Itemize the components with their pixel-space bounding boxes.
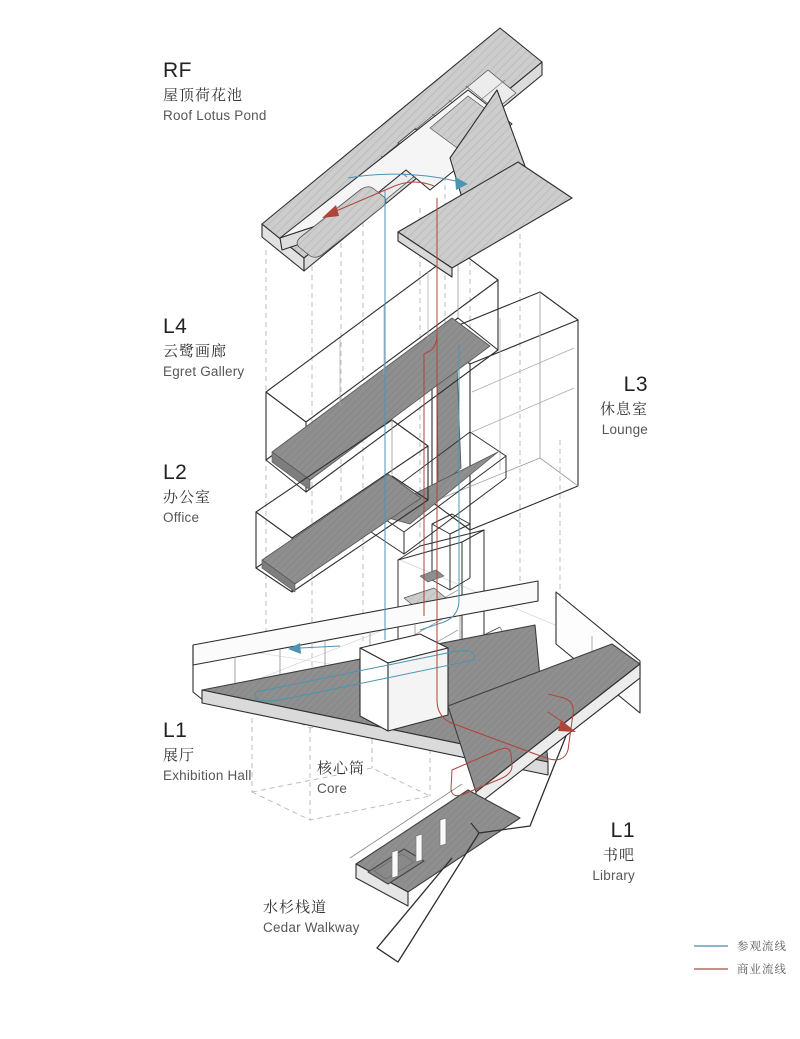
visitor-route-line-icon: [694, 945, 728, 947]
level-code: RF: [163, 59, 192, 82]
gallery-l4-volume: [266, 250, 498, 492]
level-name-en: Lounge: [601, 422, 648, 437]
level-code: L3: [623, 373, 648, 396]
label-core: [317, 757, 365, 798]
level-name-zh: 办公室: [163, 489, 212, 507]
level-name-en: Egret Gallery: [163, 364, 245, 379]
label-l1-exhibition: [163, 718, 252, 785]
level-name-zh: 休息室: [599, 401, 648, 419]
level-name-en: Office: [163, 510, 200, 525]
legend-label: 商业流线: [737, 964, 787, 976]
label-l2: [163, 460, 211, 527]
level-code: L1: [610, 819, 635, 842]
level-code: L2: [163, 461, 188, 484]
level-name-en: Cedar Walkway: [263, 919, 360, 935]
level-name-zh: 展厅: [163, 747, 196, 765]
commercial-route-line-icon: [694, 968, 728, 970]
level-name-zh: 屋顶荷花池: [163, 87, 244, 105]
label-l4: [163, 314, 244, 381]
label-l1-library: [592, 818, 635, 885]
legend: [694, 938, 787, 984]
level-name-zh: 云鹭画廊: [163, 343, 228, 361]
legend-item-commercial: [694, 961, 787, 977]
legend-item-visitor: [694, 938, 787, 954]
legend-label: 参观流线: [737, 941, 787, 953]
level-name-zh: 水杉栈道: [263, 899, 328, 916]
level-name-en: Exhibition Hall: [163, 768, 252, 783]
level-code: L4: [163, 315, 188, 338]
level-name-en: Core: [317, 780, 348, 796]
level-name-en: Roof Lotus Pond: [163, 108, 267, 123]
label-rf: [163, 58, 267, 125]
level-code: L1: [163, 719, 188, 742]
label-walkway: [263, 896, 360, 937]
level-name-en: Library: [592, 868, 635, 883]
label-l3: [600, 372, 648, 439]
level-name-zh: 书吧: [602, 847, 635, 865]
level-name-zh: 核心筒: [317, 760, 366, 777]
